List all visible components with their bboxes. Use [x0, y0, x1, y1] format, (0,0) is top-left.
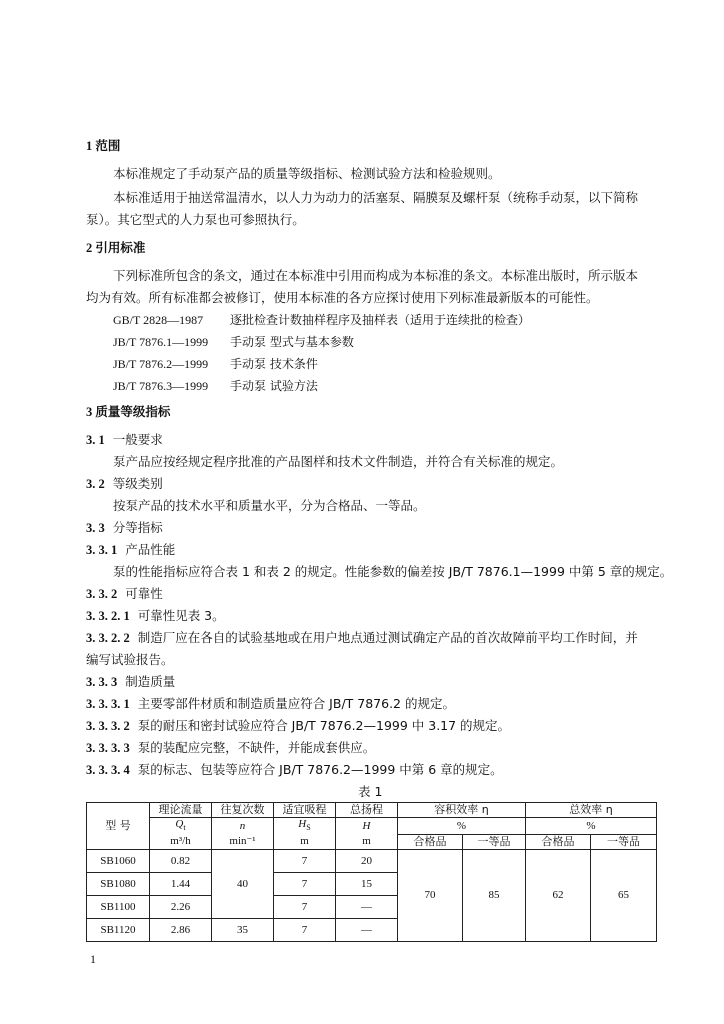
clause-text: 制造厂应在各自的试验基地或在用户地点通过测试确定产品的首次故障前平均工作时间，并 — [137, 630, 638, 645]
clause-3-3-3-heading — [86, 674, 175, 690]
header-total-efficiency: 总效率 η — [526, 803, 657, 818]
cell-head: 20 — [336, 849, 398, 872]
clause-number: 3. 2 — [86, 477, 105, 491]
cell-flow: 1.44 — [150, 872, 212, 895]
reference-title: 手动泵 技术条件 — [230, 357, 318, 371]
cell-model: SB1060 — [87, 849, 150, 872]
reference-title: 手动泵 型式与基本参数 — [230, 335, 354, 349]
clause-title: 一般要求 — [112, 432, 163, 447]
header-total-unit: % — [526, 818, 657, 835]
clause-text: 泵的耐压和密封试验应符合 JB/T 7876.2—1999 中 3.17 的规定。 — [137, 718, 511, 733]
cell-head: 15 — [336, 872, 398, 895]
section-1-paragraph-2b: 泵）。其它型式的人力泵也可参照执行。 — [86, 212, 305, 227]
reference-code: JB/T 7876.2—1999 — [113, 357, 209, 371]
clause-text: 泵的标志、包装等应符合 JB/T 7876.2—1999 中第 6 章的规定。 — [137, 762, 503, 777]
clause-number: 3. 3. 2 — [86, 587, 118, 601]
clause-3-3-2-1 — [86, 608, 225, 624]
header-reciprocation: 往复次数 — [212, 803, 274, 818]
header-suction-unit: m — [274, 834, 336, 849]
section-1-paragraph-1: 本标准规定了手动泵产品的质量等级指标、检测试验方法和检验规则。 — [113, 166, 501, 181]
page-number: 1 — [90, 952, 96, 966]
table-row — [87, 849, 657, 872]
reference-code: JB/T 7876.1—1999 — [113, 335, 209, 349]
clause-title: 制造质量 — [125, 674, 176, 689]
clause-title: 分等指标 — [112, 520, 163, 535]
section-2-paragraph-b: 均为有效。所有标准都会被修订，使用本标准的各方应探讨使用下列标准最新版本的可能性。 — [86, 290, 599, 305]
clause-3-3-2-heading — [86, 586, 163, 602]
cell-head: — — [336, 895, 398, 918]
header-reciprocation-symbol: n — [212, 818, 274, 835]
clause-text: 可靠性见表 3。 — [137, 608, 225, 623]
section-3-heading — [86, 404, 170, 420]
section-1-paragraph-2a: 本标准适用于抽送常温清水，以人力为动力的活塞泵、隔膜泵及螺杆泵（统称手动泵，以下简称 — [113, 190, 639, 205]
cell-flow: 0.82 — [150, 849, 212, 872]
clause-number: 3. 3. 3 — [86, 675, 118, 689]
header-head-unit: m — [336, 834, 398, 849]
cell-model: SB1100 — [87, 895, 150, 918]
clause-3-3-heading — [86, 520, 163, 536]
cell-tot-first: 65 — [591, 849, 657, 941]
clause-3-3-3-4 — [86, 762, 503, 778]
clause-number: 3. 3. 3. 1 — [86, 697, 130, 711]
clause-number: 3. 3 — [86, 521, 105, 535]
clause-3-3-1-text: 泵的性能指标应符合表 1 和表 2 的规定。性能参数的偏差按 JB/T 7876.1—1999 中第 5 章的规定。 — [113, 564, 673, 579]
header-flow-symbol: $Q_t$ — [150, 818, 212, 835]
table-caption: 表 1 — [358, 784, 383, 799]
header-flow-unit: m³/h — [150, 834, 212, 849]
section-2-heading — [86, 240, 145, 256]
header-tot-first: 一等品 — [591, 834, 657, 849]
clause-title: 等级类别 — [112, 476, 163, 491]
cell-model: SB1080 — [87, 872, 150, 895]
header-vol-first: 一等品 — [463, 834, 526, 849]
reference-title: 手动泵 试验方法 — [230, 379, 318, 393]
header-reciprocation-unit: min⁻¹ — [212, 834, 274, 849]
header-tot-pass: 合格品 — [526, 834, 591, 849]
cell-reciprocation: 35 — [212, 918, 274, 941]
cell-suction: 7 — [274, 872, 336, 895]
clause-number: 3. 3. 3. 2 — [86, 719, 130, 733]
header-suction-symbol: $H_S$ — [274, 818, 336, 835]
performance-table — [86, 802, 657, 942]
header-head-symbol: H — [336, 818, 398, 835]
clause-3-3-1-heading — [86, 542, 175, 558]
cell-suction: 7 — [274, 849, 336, 872]
cell-reciprocation: 40 — [212, 849, 274, 918]
cell-suction: 7 — [274, 895, 336, 918]
clause-3-3-3-1 — [86, 696, 455, 712]
clause-3-3-2-2 — [86, 630, 638, 646]
cell-suction: 7 — [274, 918, 336, 941]
header-volumetric-efficiency: 容积效率 η — [398, 803, 526, 818]
clause-3-3-3-3 — [86, 740, 375, 756]
header-head: 总扬程 — [336, 803, 398, 818]
cell-model: SB1120 — [87, 918, 150, 941]
clause-number: 3. 3. 1 — [86, 543, 118, 557]
clause-3-1-text: 泵产品应按经规定程序批准的产品图样和技术文件制造，并符合有关标准的规定。 — [113, 454, 564, 469]
clause-number: 3. 1 — [86, 433, 105, 447]
clause-3-2-heading — [86, 476, 163, 492]
heading-text: 2 引用标准 — [86, 241, 146, 255]
clause-3-3-2-2-continued: 编写试验报告。 — [86, 652, 174, 667]
clause-number: 3. 3. 3. 3 — [86, 741, 130, 755]
clause-3-1-heading — [86, 432, 163, 448]
cell-vol-pass: 70 — [398, 849, 463, 941]
header-flow: 理论流量 — [150, 803, 212, 818]
reference-title: 逐批检查计数抽样程序及抽样表（适用于连续批的检查） — [230, 313, 531, 327]
section-2-paragraph-a: 下列标准所包含的条文，通过在本标准中引用而构成为本标准的条文。本标准出版时，所示版本 — [113, 268, 639, 283]
cell-head: — — [336, 918, 398, 941]
header-model: 型 号 — [87, 803, 150, 850]
clause-number: 3. 3. 2. 1 — [86, 609, 130, 623]
clause-title: 产品性能 — [125, 542, 176, 557]
clause-3-2-text: 按泵产品的技术水平和质量水平，分为合格品、一等品。 — [113, 498, 426, 513]
clause-title: 可靠性 — [125, 586, 163, 601]
cell-tot-pass: 62 — [526, 849, 591, 941]
header-vol-pass: 合格品 — [398, 834, 463, 849]
header-volumetric-unit: % — [398, 818, 526, 835]
heading-text: 3 质量等级指标 — [86, 405, 171, 419]
clause-number: 3. 3. 3. 4 — [86, 763, 130, 777]
reference-code: GB/T 2828—1987 — [113, 313, 204, 327]
clause-text: 泵的装配应完整，不缺件，并能成套供应。 — [137, 740, 376, 755]
clause-3-3-3-2 — [86, 718, 510, 734]
section-1-heading — [86, 138, 120, 154]
cell-flow: 2.26 — [150, 895, 212, 918]
cell-vol-first: 85 — [463, 849, 526, 941]
cell-flow: 2.86 — [150, 918, 212, 941]
heading-text: 1 范围 — [86, 139, 121, 153]
header-suction: 适宜吸程 — [274, 803, 336, 818]
reference-code: JB/T 7876.3—1999 — [113, 379, 209, 393]
clause-number: 3. 3. 2. 2 — [86, 631, 130, 645]
clause-text: 主要零部件材质和制造质量应符合 JB/T 7876.2 的规定。 — [137, 696, 455, 711]
